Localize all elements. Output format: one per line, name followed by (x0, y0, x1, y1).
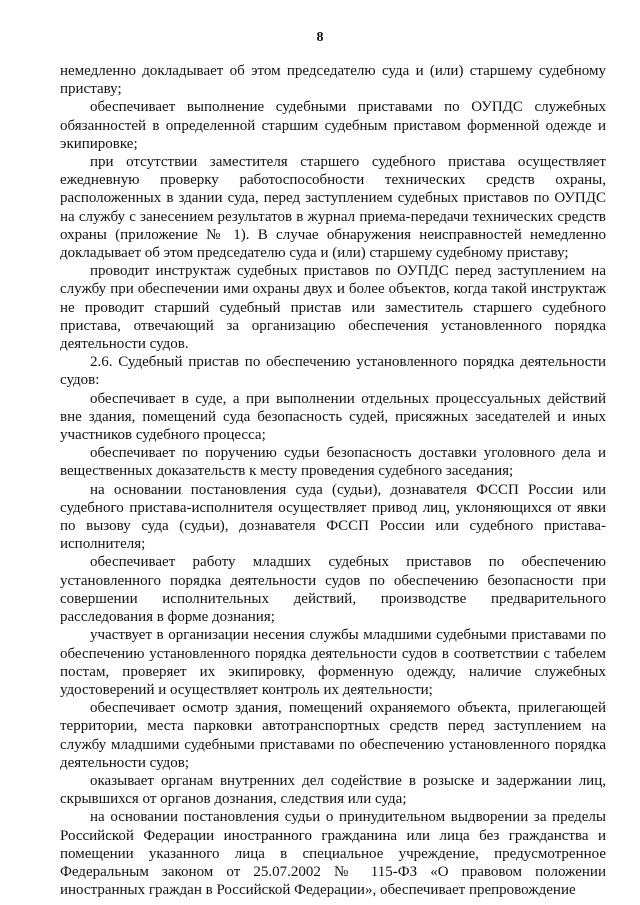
section-heading-2-6: 2.6. Судебный пристав по обеспечению установленного порядка деятельности судов: (60, 354, 606, 389)
paragraph: проводит инструктаж судебных приставов по ОУПДС перед заступлением на службу при обеспечении ими охраны двух и более объектов, когда такой инструктаж не проводит старший судебный пристав или заместитель старшего судебного пристава, отвечающий за организацию обеспечения установленного порядка деятельности судов. (60, 263, 606, 353)
paragraph: обеспечивает по поручению судьи безопасность доставки уголовного дела и вещественных доказательств к месту проведения судебного заседания; (60, 445, 606, 480)
paragraph: обеспечивает работу младших судебных приставов по обеспечению установленного порядка деятельности судов по обеспечению безопасности при совершении исполнительных действий, производстве предварительного расследования в форме дознания; (60, 554, 606, 626)
paragraph: на основании постановления судьи о принудительном выдворении за пределы Российской Федерации иностранного гражданина или лица без гражданства и помещении указанного лица в специальное учреждение, предусмотренное Федеральным законом от 25.07.2002 № 115-ФЗ «О правовом положении иностранных граждан в Российской Федерации», обеспечивает препровождение (60, 809, 606, 899)
paragraph: оказывает органам внутренних дел содействие в розыске и задержании лиц, скрывшихся от органов дознания, следствия или суда; (60, 772, 606, 808)
paragraph: участвует в организации несения службы младшими судебными приставами по обеспечению установленного порядка деятельности судов в соответствии с табелем постам, проверяет их экипировку, форменную одежду, наличие служебных удостоверений и осуществляет контроль их деятельности; (60, 627, 606, 698)
body-text (60, 62, 606, 899)
paragraph: обеспечивает выполнение судебными приставами по ОУПДС служебных обязанностей в определенной старшим судебным приставом форменной одежде и экипировке; (60, 99, 606, 152)
paragraph: немедленно докладывает об этом председателю суда и (или) старшему судебному приставу; (60, 63, 606, 98)
paragraph: обеспечивает осмотр здания, помещений охраняемого объекта, прилегающей территории, места парковки автотранспортных средств перед заступлением на службу младшими судебными приставами по обеспечению установленного порядка деятельности судов; (60, 700, 606, 771)
paragraph: обеспечивает в суде, а при выполнении отдельных процессуальных действий вне здания, помещений суда безопасность судей, присяжных заседателей и иных участников судебного процесса; (60, 390, 606, 444)
page-number: 8 (316, 30, 324, 45)
paragraph: при отсутствии заместителя старшего судебного пристава осуществляет ежедневную проверку работоспособности технических средств охраны, расположенных в здании суда, перед заступлением судебных приставов по ОУПДС на службу с занесением результатов в журнал приема-передачи технических средств охраны (приложение № 1). В случае обнаружения неисправностей немедленно докладывает об этом председателю суда и (или) старшему судебному приставу; (60, 154, 606, 262)
paragraph: на основании постановления суда (судьи), дознавателя ФССП России или судебного пристава-исполнителя осуществляет привод лиц, уклоняющихся от явки по вызову суда (судьи), дознавателя ФССП России или судебного пристава-исполнителя; (60, 481, 606, 553)
